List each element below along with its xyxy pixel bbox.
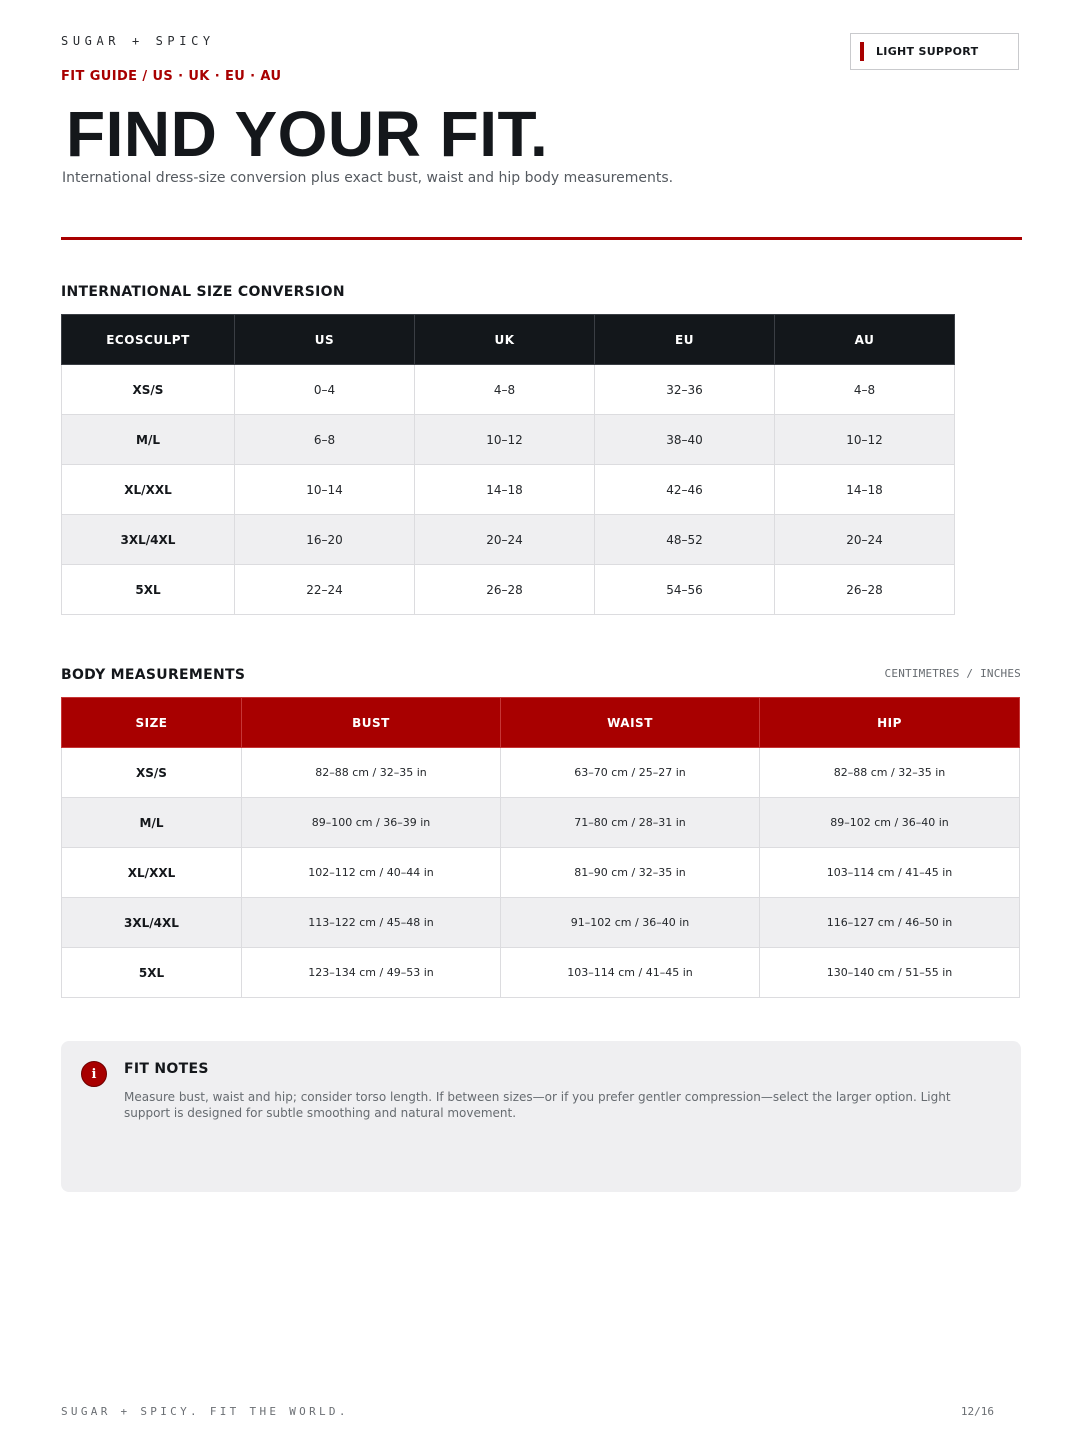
support-level-badge xyxy=(850,33,1019,70)
table-cell: 113–122 cm / 45–48 in xyxy=(242,898,501,948)
column-header: AU xyxy=(775,315,955,365)
column-header: HIP xyxy=(760,698,1020,748)
fit-notes-panel xyxy=(61,1041,1021,1192)
conversion-section-title: INTERNATIONAL SIZE CONVERSION xyxy=(61,284,345,300)
units-label: CENTIMETRES / INCHES xyxy=(884,667,1021,680)
column-header: ECOSCULPT xyxy=(62,315,235,365)
table-header-row xyxy=(62,315,955,365)
badge-accent-bar xyxy=(860,42,864,61)
table-cell: 26–28 xyxy=(775,565,955,615)
table-header-row xyxy=(62,698,1020,748)
size-cell: XS/S xyxy=(62,365,235,415)
size-cell: M/L xyxy=(62,798,242,848)
table-cell: 6–8 xyxy=(235,415,415,465)
size-cell: XS/S xyxy=(62,748,242,798)
table-cell: 4–8 xyxy=(415,365,595,415)
table-cell: 48–52 xyxy=(595,515,775,565)
table-row xyxy=(62,798,1020,848)
table-row xyxy=(62,515,955,565)
size-cell: XL/XXL xyxy=(62,465,235,515)
table-cell: 63–70 cm / 25–27 in xyxy=(501,748,760,798)
page-subtitle: International dress-size conversion plus exact bust, waist and hip body measurements. xyxy=(62,170,674,186)
column-header: WAIST xyxy=(501,698,760,748)
info-icon: i xyxy=(81,1061,107,1087)
table-cell: 89–100 cm / 36–39 in xyxy=(242,798,501,848)
column-header: US xyxy=(235,315,415,365)
column-header: UK xyxy=(415,315,595,365)
table-cell: 71–80 cm / 28–31 in xyxy=(501,798,760,848)
measurements-section-title: BODY MEASUREMENTS xyxy=(61,667,246,683)
size-cell: 3XL/4XL xyxy=(62,898,242,948)
size-cell: 5XL xyxy=(62,565,235,615)
size-conversion-table xyxy=(61,314,955,615)
table-row xyxy=(62,465,955,515)
badge-label: LIGHT SUPPORT xyxy=(876,45,979,58)
table-cell: 16–20 xyxy=(235,515,415,565)
table-cell: 42–46 xyxy=(595,465,775,515)
table-cell: 91–102 cm / 36–40 in xyxy=(501,898,760,948)
table-cell: 82–88 cm / 32–35 in xyxy=(760,748,1020,798)
body-measurements-table xyxy=(61,697,1020,998)
table-row xyxy=(62,565,955,615)
table-cell: 20–24 xyxy=(415,515,595,565)
table-cell: 20–24 xyxy=(775,515,955,565)
table-cell: 130–140 cm / 51–55 in xyxy=(760,948,1020,998)
table-cell: 26–28 xyxy=(415,565,595,615)
table-cell: 10–12 xyxy=(775,415,955,465)
table-cell: 38–40 xyxy=(595,415,775,465)
table-cell: 103–114 cm / 41–45 in xyxy=(501,948,760,998)
table-cell: 89–102 cm / 36–40 in xyxy=(760,798,1020,848)
table-cell: 102–112 cm / 40–44 in xyxy=(242,848,501,898)
table-row xyxy=(62,898,1020,948)
fit-notes-title: FIT NOTES xyxy=(124,1061,209,1077)
table-cell: 4–8 xyxy=(775,365,955,415)
size-cell: XL/XXL xyxy=(62,848,242,898)
size-cell: M/L xyxy=(62,415,235,465)
column-header: EU xyxy=(595,315,775,365)
footer-tagline: SUGAR + SPICY. FIT THE WORLD. xyxy=(61,1405,349,1418)
table-cell: 22–24 xyxy=(235,565,415,615)
table-row xyxy=(62,365,955,415)
table-cell: 82–88 cm / 32–35 in xyxy=(242,748,501,798)
fit-notes-body: Measure bust, waist and hip; consider torso length. If between sizes—or if you prefer gentler compression—select the larger option. Light support is designed for subtle smoothing and natural movement. xyxy=(124,1090,951,1120)
table-cell: 103–114 cm / 41–45 in xyxy=(760,848,1020,898)
table-row xyxy=(62,948,1020,998)
table-cell: 116–127 cm / 46–50 in xyxy=(760,898,1020,948)
page-number: 12/16 xyxy=(960,1405,994,1418)
column-header: BUST xyxy=(242,698,501,748)
header-divider xyxy=(61,237,1022,240)
table-cell: 0–4 xyxy=(235,365,415,415)
table-cell: 10–12 xyxy=(415,415,595,465)
page-title: FIND YOUR FIT. xyxy=(66,98,549,170)
size-cell: 3XL/4XL xyxy=(62,515,235,565)
table-cell: 54–56 xyxy=(595,565,775,615)
table-row xyxy=(62,415,955,465)
table-cell: 14–18 xyxy=(415,465,595,515)
table-cell: 14–18 xyxy=(775,465,955,515)
table-cell: 32–36 xyxy=(595,365,775,415)
brand-wordmark: SUGAR + SPICY xyxy=(61,34,215,48)
table-cell: 81–90 cm / 32–35 in xyxy=(501,848,760,898)
table-row xyxy=(62,848,1020,898)
size-cell: 5XL xyxy=(62,948,242,998)
eyebrow-label: FIT GUIDE / US · UK · EU · AU xyxy=(61,69,282,84)
table-cell: 123–134 cm / 49–53 in xyxy=(242,948,501,998)
table-row xyxy=(62,748,1020,798)
column-header: SIZE xyxy=(62,698,242,748)
table-cell: 10–14 xyxy=(235,465,415,515)
